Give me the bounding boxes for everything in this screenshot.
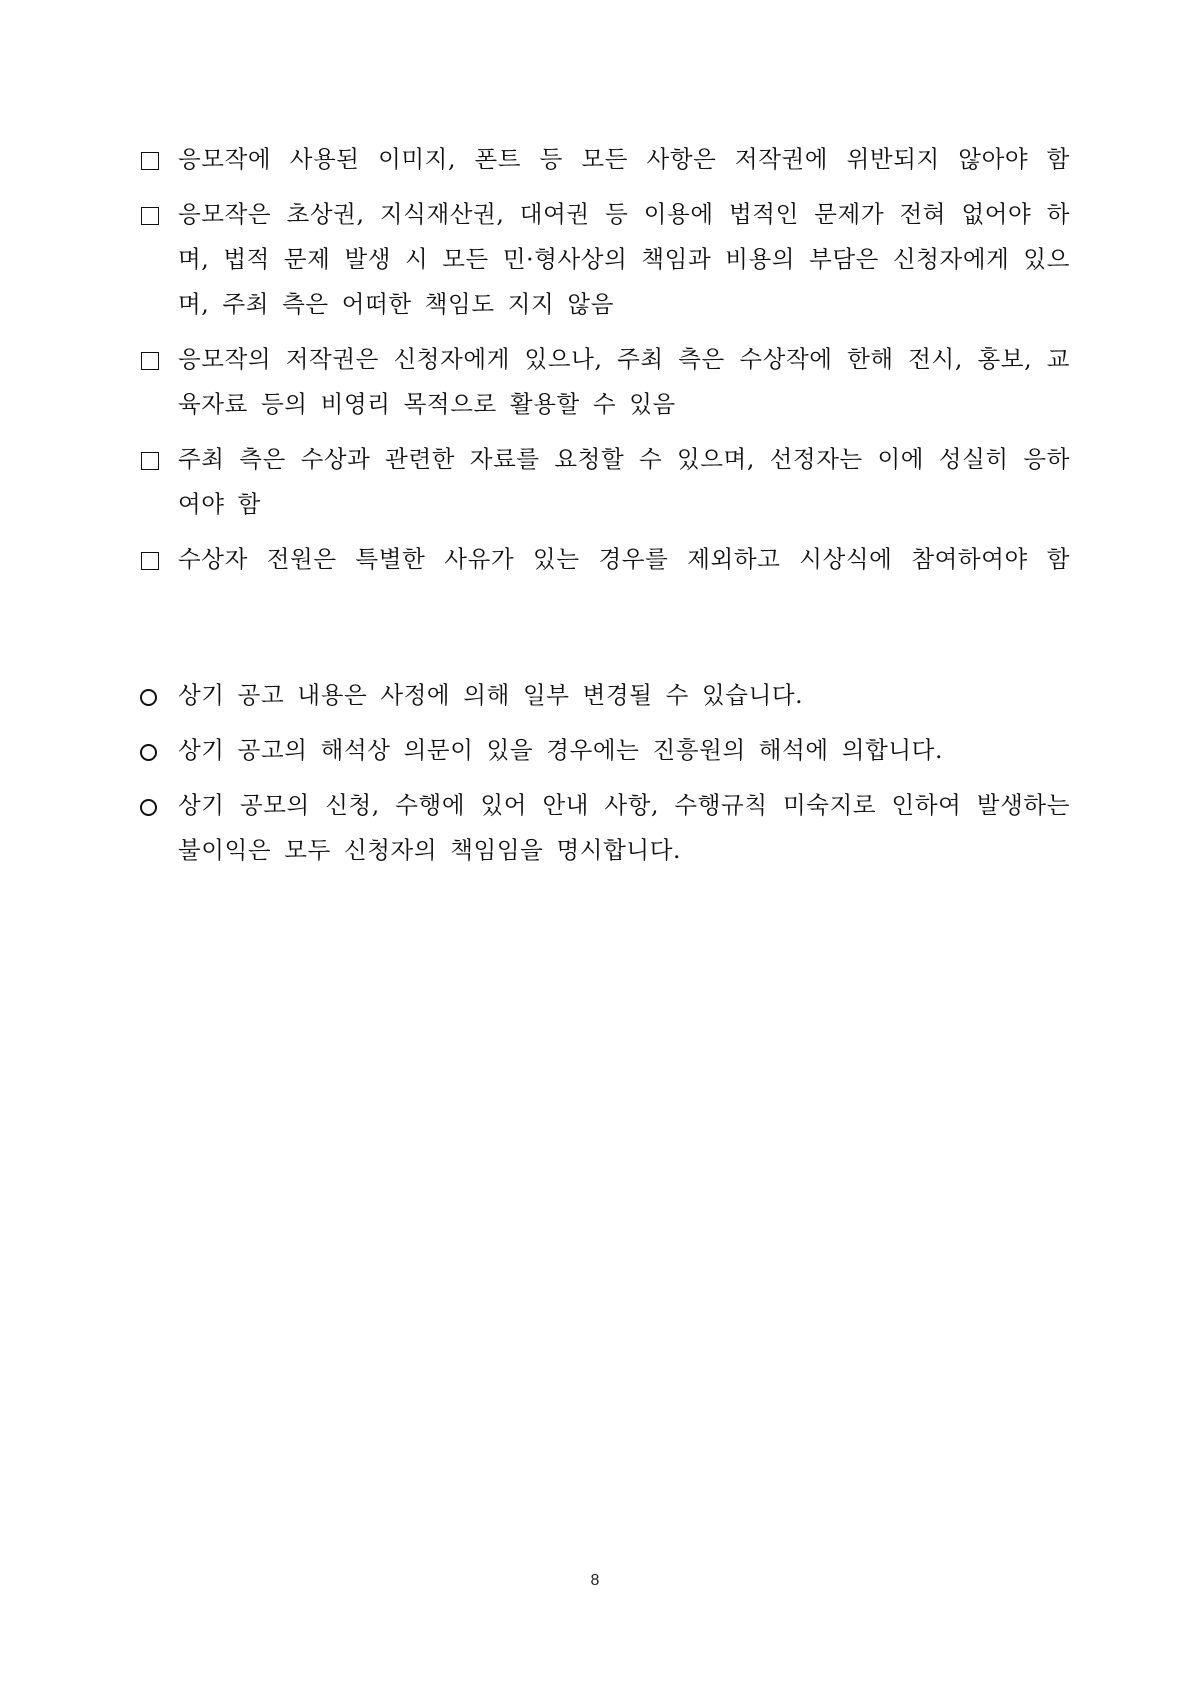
rule-item bbox=[138, 543, 1070, 582]
note-item bbox=[138, 789, 1070, 873]
note-text: 상기 공고 내용은 사정에 의해 일부 변경될 수 있습니다. bbox=[178, 681, 804, 709]
rule-text: 주최 측은 수상과 관련한 자료를 요청할 수 있으며, 선정자는 이에 성실히 응하여야 함 bbox=[178, 445, 1070, 518]
note-text: 상기 공고의 해석상 의문이 있을 경우에는 진흥원의 해석에 의합니다. bbox=[178, 736, 944, 764]
rule-item bbox=[138, 443, 1070, 527]
note-item bbox=[138, 679, 1070, 718]
rule-item bbox=[138, 143, 1070, 182]
circle-bullet-icon bbox=[138, 789, 178, 823]
note-item bbox=[138, 734, 1070, 773]
checkbox-icon bbox=[138, 198, 178, 232]
note-text: 상기 공모의 신청, 수행에 있어 안내 사항, 수행규칙 미숙지로 인하여 발생하는 불이익은 모두 신청자의 책임임을 명시합니다. bbox=[178, 791, 1070, 864]
rule-text: 응모작은 초상권, 지식재산권, 대여권 등 이용에 법적인 문제가 전혀 없어야 하며, 법적 문제 발생 시 모든 민·형사상의 책임과 비용의 부담은 신청자에게 있으며, 주최 측은 어떠한 책임도 지지 않음 bbox=[178, 200, 1070, 318]
rules-list bbox=[138, 143, 1070, 598]
page-number: 8 bbox=[590, 1572, 600, 1589]
notes-list bbox=[138, 679, 1070, 889]
rule-text: 응모작에 사용된 이미지, 폰트 등 모든 사항은 저작권에 위반되지 않아야 함 bbox=[178, 145, 1070, 173]
circle-bullet-icon bbox=[138, 679, 178, 713]
rule-item bbox=[138, 343, 1070, 427]
rule-text: 응모작의 저작권은 신청자에게 있으나, 주최 측은 수상작에 한해 전시, 홍보, 교육자료 등의 비영리 목적으로 활용할 수 있음 bbox=[178, 345, 1070, 418]
rule-text: 수상자 전원은 특별한 사유가 있는 경우를 제외하고 시상식에 참여하여야 함 bbox=[178, 545, 1070, 573]
circle-bullet-icon bbox=[138, 734, 178, 768]
checkbox-icon bbox=[138, 143, 178, 177]
checkbox-icon bbox=[138, 543, 178, 577]
rule-item bbox=[138, 198, 1070, 327]
checkbox-icon bbox=[138, 343, 178, 377]
checkbox-icon bbox=[138, 443, 178, 477]
